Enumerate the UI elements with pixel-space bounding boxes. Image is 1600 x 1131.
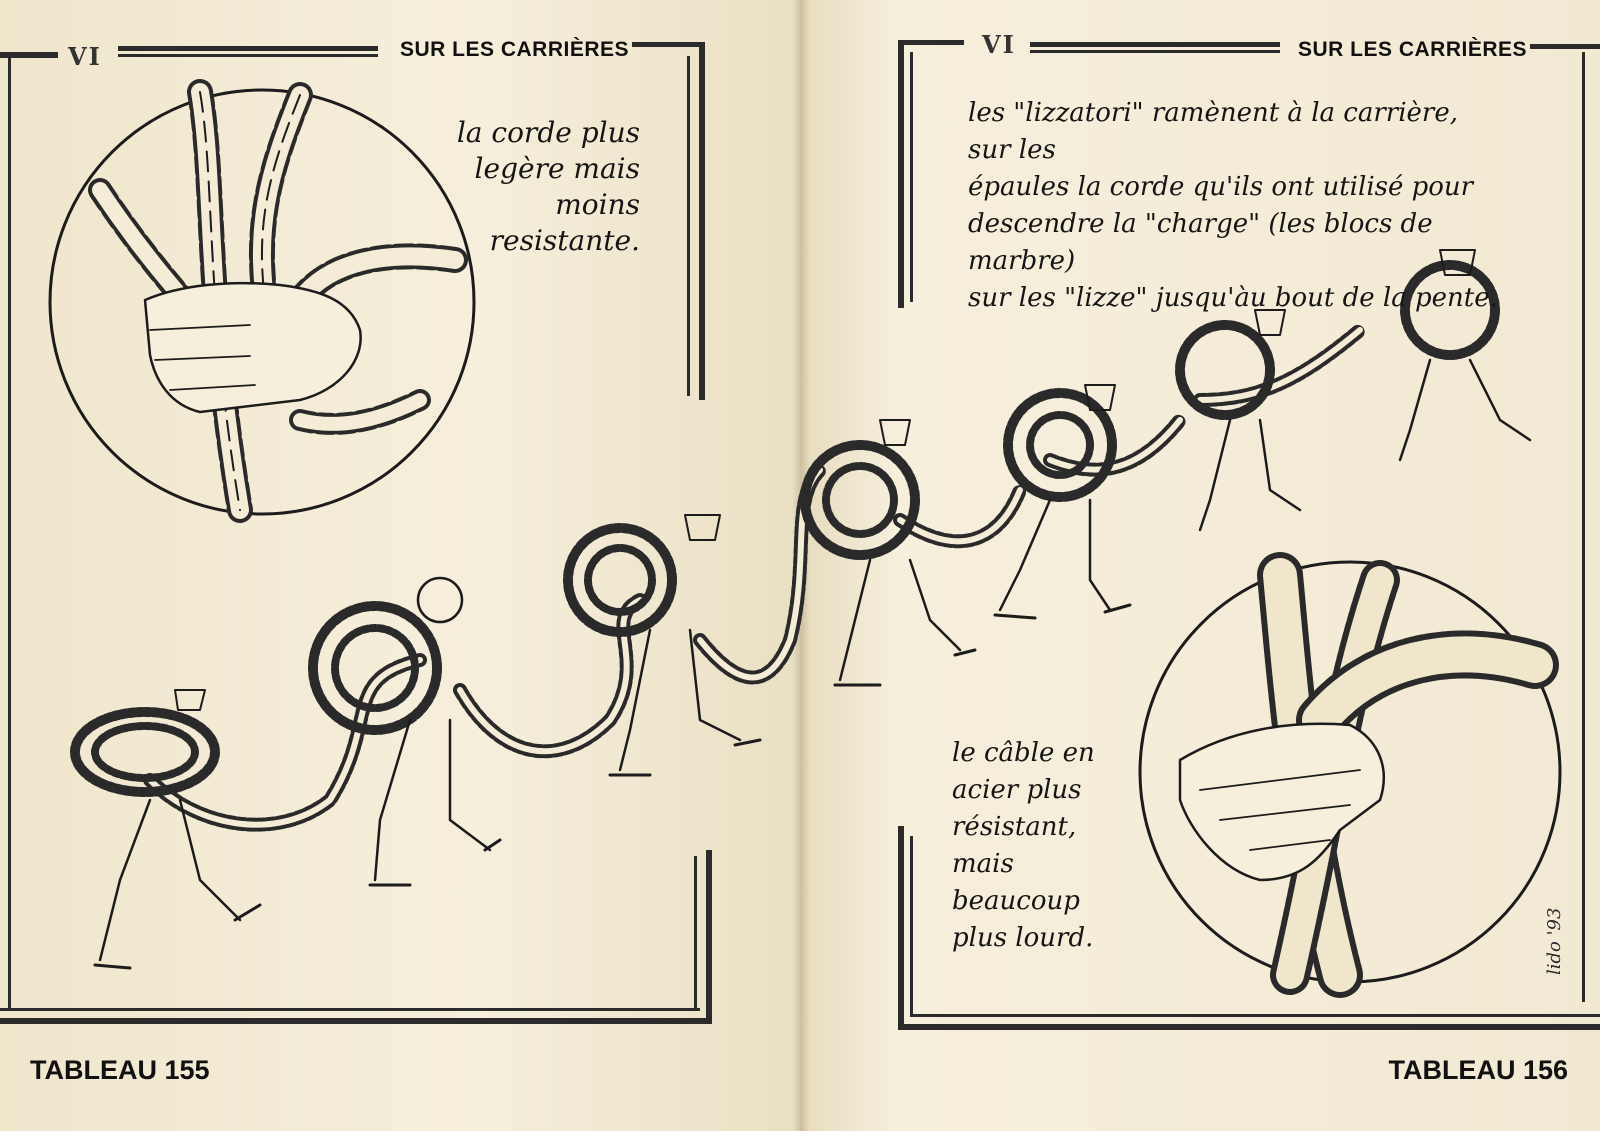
cable-caption-line: acier plus <box>952 775 1082 805</box>
artist-signature: lido '93 <box>1544 907 1565 975</box>
cable-caption-line: mais <box>952 849 1014 879</box>
right-section-title: SUR LES CARRIÈRES <box>1298 38 1528 61</box>
right-caption-line: épaules la corde qu'ils ont utilisé pour <box>968 172 1474 202</box>
porter-2 <box>313 578 500 885</box>
left-tableau-label: TABLEAU 155 <box>30 1055 210 1085</box>
cable-caption-line: le câble en <box>952 738 1095 768</box>
left-caption-line: legère mais <box>474 152 640 185</box>
cable-closeup-inset <box>1140 562 1560 982</box>
cable-caption <box>952 735 1095 957</box>
right-caption-line: sur les "lizze" jusqu'àu bout de la pente. <box>968 283 1498 313</box>
cable-caption-line: beaucoup <box>952 886 1080 916</box>
cable-caption-line: plus lourd. <box>952 923 1094 953</box>
right-caption-line: descendre la "charge" (les blocs de marbre) <box>968 209 1433 276</box>
left-caption <box>457 115 640 259</box>
left-caption-line: moins <box>555 188 640 221</box>
left-chapter-number: VI <box>68 42 102 71</box>
porter-4 <box>805 420 975 685</box>
left-section-title: SUR LES CARRIÈRES <box>400 38 630 61</box>
right-chapter-number: VI <box>982 30 1016 59</box>
left-caption-line: la corde plus <box>456 116 640 149</box>
rope-closeup-inset <box>50 90 474 514</box>
right-caption-line: les "lizzatori" ramènent à la carrière, sur les <box>968 98 1458 165</box>
right-caption <box>968 95 1508 317</box>
right-tableau-label: TABLEAU 156 <box>1388 1055 1568 1085</box>
left-caption-line: resistante. <box>489 224 640 257</box>
cable-caption-line: résistant, <box>952 812 1077 842</box>
